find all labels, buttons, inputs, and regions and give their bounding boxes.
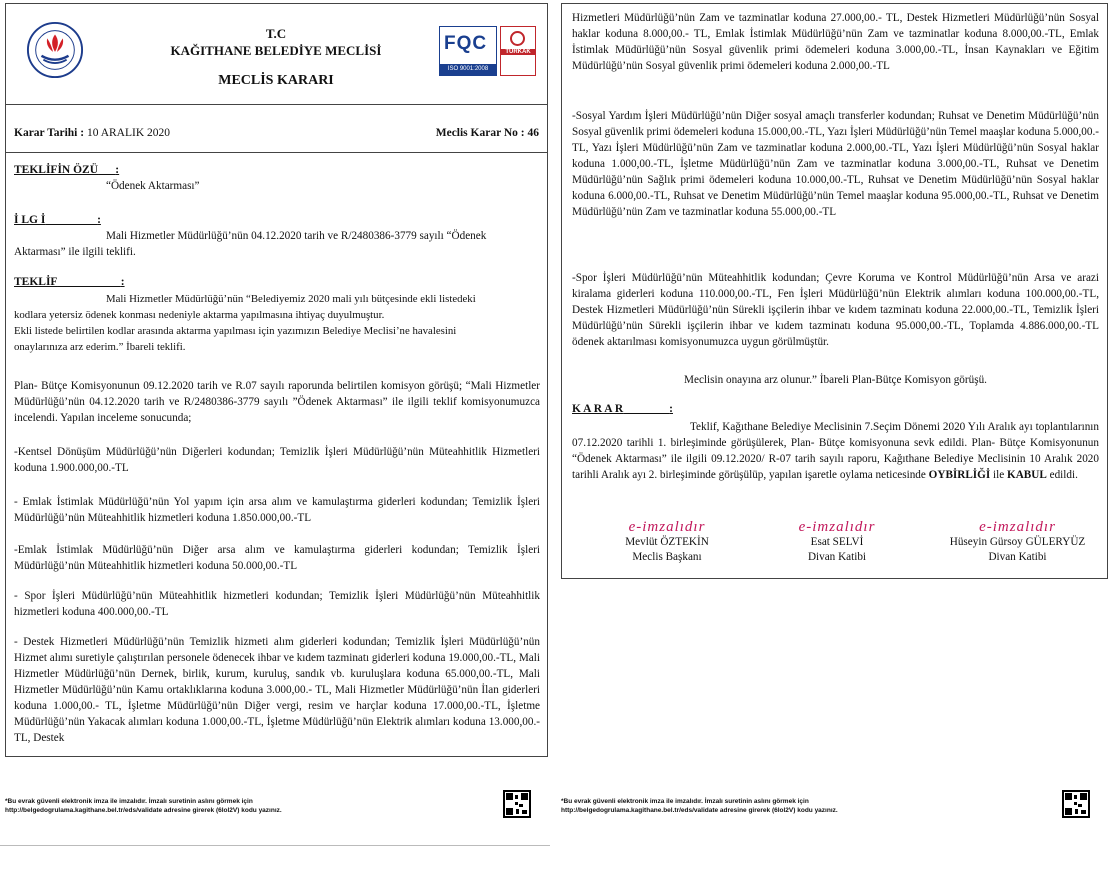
signer-role: Divan Katibi (807, 551, 867, 563)
document-frame (5, 3, 548, 757)
transfer-item: -Emlak İstimlak Müdürlüğü’nün Diğer arsa alım ve kamulaştırma giderleri kodundan; Temizlik İşleri Müdürlüğü’nün Müteahhitlik hizmetleri koduna 50.000,00.-TL (14, 544, 540, 572)
teklif-heading-text: TEKLİF (14, 276, 58, 288)
e-signature-mark: e-imzalıdır (798, 519, 876, 535)
footer-line-2[interactable]: http://belgedogrulama.kagithane.bel.tr/eds/validate adresine girerek (6lol2V) kodu yazınız. (5, 807, 282, 814)
transfer-item: -Kentsel Dönüşüm Müdürlüğü’nün Diğerleri kodundan; Temizlik İşleri Müdürlüğü’nün Müteahhitlik Hizmetleri koduna 1.900.000,00.-TL (14, 446, 540, 474)
fqc-label: FQC (444, 33, 488, 54)
qr-code-icon (503, 790, 531, 818)
ozu-text: “Ödenek Aktarması” (106, 180, 200, 192)
header-tc: T.C (265, 26, 287, 41)
decision-date (14, 127, 170, 139)
page-bottom-divider (0, 845, 550, 846)
qr-code-icon (1062, 790, 1090, 818)
transfer-item-continued: Hizmetleri Müdürlüğü’nün Zam ve tazminatlar koduna 27.000,00.- TL, Destek Hizmetleri Müdürlüğü’nün Sosyal haklar koduna 8.000,00.- TL, Emlak İstimlak Müdürlüğü’nün Zam ve tazminatlar koduna 8.000,00.-TL, Emlak İstimlak Müdürlüğü’nün Sosyal güvenlik primi ödemeleri koduna 3.000,00.-TL, İnsan Kaynakları ve Eğitim Müdürlüğü’nün Sosyal güvenlik primi ödemeleri koduna 2.000,00.-TL (572, 12, 1099, 72)
header-council-name: KAĞITHANE BELEDİYE MECLİSİ (170, 43, 382, 58)
teklif-colon: : (120, 276, 125, 288)
ozu-heading-text: TEKLİFİN ÖZÜ (14, 164, 99, 176)
karar-text-a: Teklif, Kağıthane Belediye Meclisinin 7.Seçim Dönemi 2020 Yılı Aralık ayı toplantılarının 07.12.2020 tarihli 1. birleşiminde görüşülerek, Plan- Bütçe komisyonuna sevk edildi. Plan- Bütçe Komisyonunun “Ödenek Aktarması” ile ilgili 09.12.2020/ R-07 tarih sayılı raporu, Kağıthane Belediye Meclisinin 10 Aralık 2020 tarihli Aralık ayı 2. birleşiminde görüşülüp, yapılan işaretle oylama neticesinde (572, 421, 1099, 481)
karar-text-c: edildi. (1046, 469, 1078, 481)
ilgi-line-1: Mali Hizmetler Müdürlüğü’nün 04.12.2020 tarih ve R/2480386-3779 sayılı “Ödenek (106, 230, 487, 242)
meta-separator (6, 152, 547, 153)
ilgi-heading (14, 214, 101, 226)
e-signature-mark: e-imzalıdır (979, 519, 1056, 535)
decision-number-label: Meclis Karar No : (435, 127, 525, 139)
teklif-heading (14, 276, 125, 288)
ilgi-text (14, 228, 540, 260)
left-page (0, 0, 550, 881)
commission-closing: Meclisin onayına arz olunur.” İbareli Plan-Bütçe Komisyon görüşü. (684, 374, 987, 386)
teklif-line-4: onaylarınıza arz ederim.” İbareli teklifi. (14, 341, 186, 353)
turkak-label: TÜRKAK (501, 49, 535, 55)
signer-name: Mevlüt ÖZTEKİN (625, 536, 709, 548)
document-frame (561, 3, 1108, 579)
footer-line-2[interactable]: http://belgedogrulama.kagithane.bel.tr/eds/validate adresine girerek (6lol2V) kodu yazınız. (561, 807, 838, 814)
transfer-item: -Sosyal Yardım İşleri Müdürlüğü’nün Diğer sosyal amaçlı transferler kodundan; Ruhsat ve Denetim Müdürlüğü’nün Sosyal güvenlik primi ödemeleri koduna 15.000,00.-TL, Yazı İşleri Müdürlüğü’nün Temel maaşlar koduna 5.000,00.-TL, Yazı İşleri Müdürlüğü’nün Zam ve tazminatlar koduna 2.000,00.-TL, Yazı İşleri Müdürlüğü’nün Sosyal haklar koduna 1.000,00.-TL, İşletme Müdürlüğü’nün Zam ve tazminatlar koduna 3.000,00.-TL, Ruhsat ve Denetim Müdürlüğü’nün Sağlık primi ödemeleri koduna 10.000,00.-TL, Ruhsat ve Denetim Müdürlüğü’nün Sosyal haklar koduna 6.000,00.-TL, Ruhsat ve Denetim Müdürlüğü’nün Temel maaşlar koduna 95.000,00.-TL, Ruhsat ve Denetim Müdürlüğü’nün Zam ve tazminatlar koduna 55.000,00.-TL (572, 110, 1099, 218)
karar-accepted: KABUL (1007, 469, 1047, 481)
transfer-item: -Spor İşleri Müdürlüğü’nün Müteahhitlik kodundan; Çevre Koruma ve Kontrol Müdürlüğü’nün Arsa ve arazi kiralama giderleri koduna 110.000,00.-TL, Fen İşleri Müdürlüğü’nün Elektrik alımları koduna 100.000,00.-TL, Destek Hizmetleri Müdürlüğü’nün Sürekli işçilerin ihbar ve kıdem tazminatı koduna 22.000,00.-TL, Temizlik İşleri Müdürlüğü’nün Sürekli işçilerin ihbar ve kıdem tazminatı koduna 95.000,00.-TL, Toplamda 4.886.000,00.-TL ödenek aktarılması komisyonumuzca uygun görülmüştür. (572, 272, 1099, 348)
document-title: MECLİS KARARI (218, 73, 334, 88)
ozu-heading (14, 164, 119, 176)
karar-heading-text: K A R A R (572, 403, 624, 415)
fqc-iso-label: ISO 9001:2008 (440, 64, 496, 75)
turkak-certificate-logo (500, 26, 536, 76)
teklif-line-2: kodlara yetersiz ödenek konması nedeniyle aktarma yapılmasına ihtiyaç duyulmuştur. (14, 309, 385, 321)
commission-opinion: Plan- Bütçe Komisyonunun 09.12.2020 tarih ve R.07 sayılı raporunda belirtilen komisyon görüşü; “Mali Hizmetler Müdürlüğü’nün 04.12.2020 tarih ve R/2480386-3779 sayılı ”Ödenek Aktarması” ile ilgili teklif komisyonumuzca incelendi. Yapılan inceleme sonucunda; (14, 380, 540, 424)
ilgi-line-2: Aktarması” ile ilgili teklifi. (14, 246, 136, 258)
karar-unanimous: OYBİRLİĞİ (928, 469, 991, 481)
footer-line-1: *Bu evrak güvenli elektronik imza ile imzalıdır. İmzalı suretinin aslını görmek için (5, 798, 253, 805)
ilgi-heading-text: İ LG İ (14, 214, 46, 226)
karar-colon: : (669, 403, 673, 415)
ilgi-colon: : (97, 214, 101, 226)
decision-number-value: 46 (527, 127, 539, 139)
teklif-line-1: Mali Hizmetler Müdürlüğü’nün “Belediyemiz 2020 mali yılı bütçesinde ekli listedeki (106, 293, 476, 305)
signature-clerk-2 (930, 520, 1105, 565)
karar-text-b: ile (990, 469, 1008, 481)
municipality-logo-icon (26, 21, 84, 79)
footer-line-1: *Bu evrak güvenli elektronik imza ile imzalıdır. İmzalı suretinin aslını görmek için (561, 798, 809, 805)
decision-date-label: Karar Tarihi : (14, 127, 85, 139)
decision-number (436, 127, 539, 139)
turkak-emblem-icon (510, 31, 525, 46)
signature-chairman (592, 520, 742, 565)
fqc-certificate-logo (439, 26, 497, 76)
signer-name: Hüseyin Gürsoy GÜLERYÜZ (949, 536, 1086, 548)
karar-text (572, 419, 1099, 483)
signer-role: Divan Katibi (988, 551, 1047, 563)
e-signature-footer (5, 797, 475, 815)
transfer-item: - Spor İşleri Müdürlüğü’nün Müteahhitlik hizmetleri kodundan; Temizlik İşleri Müdürlüğü’nün Müteahhitlik hizmetleri koduna 400.000,00.-TL (14, 590, 540, 618)
teklif-text (14, 291, 540, 355)
transfer-item: - Emlak İstimlak Müdürlüğü’nün Yol yapım için arsa alım ve kamulaştırma giderleri kodundan; Temizlik İşleri Müdürlüğü’nün Müteahhitlik hizmetleri koduna 1.850.000,00.-TL (14, 496, 540, 524)
teklif-line-3: Ekli listede belirtilen kodlar arasında aktarma yapılması için yazımızın Belediye Meclisi’ne havalesini (14, 325, 457, 337)
decision-date-value: 10 ARALIK 2020 (86, 127, 171, 139)
e-signature-mark: e-imzalıdır (628, 519, 706, 535)
e-signature-footer (561, 797, 1031, 815)
document-header (6, 4, 547, 105)
karar-heading (572, 403, 673, 415)
transfer-item: - Destek Hizmetleri Müdürlüğü’nün Temizlik hizmeti alım giderleri kodundan; Temizlik İşleri Müdürlüğü’nün Hizmet alımı suretiyle çalıştırılan personele ödenecek ihbar ve kıdem tazminatı giderleri koduna 19.000,00.-TL, Mali Hizmetler Müdürlüğü’nün Dernek, birlik, kurum, kuruluş, sandık vb. kuruluşlara koduna 65.000,00.-TL, Mali Hizmetler Müdürlüğü’nün Kamu ortaklıklarına koduna 3.000,00.- TL, Mali Hizmetler Müdürlüğü’nün İlan giderleri koduna 1.000,00.- TL, İşletme Müdürlüğü’nün Diğer vergi, resim ve harçlar koduna 17.000,00.-TL, İşletme Müdürlüğü’nün Yakacak alımları koduna 1.000,00.-TL, İşletme Müdürlüğü’nün Elektrik alımları koduna 13.000,00.-TL, Destek (14, 636, 540, 744)
signature-clerk-1 (762, 520, 912, 565)
signer-name: Esat SELVİ (810, 536, 864, 548)
ozu-colon: : (115, 164, 120, 176)
right-page (557, 0, 1110, 881)
header-titles (126, 26, 426, 89)
signer-role: Meclis Başkanı (632, 551, 702, 563)
